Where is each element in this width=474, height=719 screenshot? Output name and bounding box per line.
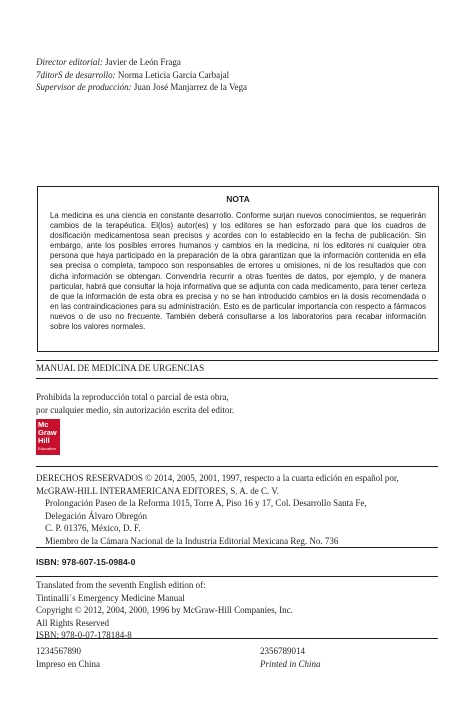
divider-rule (36, 638, 438, 639)
prohibition-notice (36, 391, 234, 416)
credit-editor-name: Norma Leticia García Carbajal (117, 69, 230, 80)
credit-supervisor-name: Juan José Manjarrez de la Vega (133, 82, 247, 92)
original-line: Tintinalli´s Emergency Medicine Manual (36, 592, 185, 603)
print-place: Printed in China (260, 658, 321, 669)
printing-left (36, 645, 100, 670)
credit-director (36, 56, 247, 69)
divider-rule (36, 360, 438, 361)
original-line: Translated from the seventh English edition of: (36, 580, 206, 590)
original-line: Copyright © 2012, 2004, 2000, 1996 by McGraw-Hill Companies, Inc. (36, 605, 293, 615)
rights-block (36, 472, 399, 547)
logo-text: Hill (38, 436, 50, 445)
credit-director-name: Javier de León Fraga (105, 57, 181, 67)
rights-line: McGRAW-HILL INTERAMERICANA EDITORES, S. A. de C. V. (36, 485, 279, 496)
credit-supervisor (36, 81, 247, 94)
original-line: All Rights Reserved (36, 617, 109, 628)
nota-box (37, 186, 439, 352)
divider-rule (36, 547, 438, 548)
prohibition-line: Prohibida la reproducción total o parcial de esta obra, (36, 392, 229, 402)
credit-editor (36, 69, 247, 82)
logo-text: Education (38, 446, 56, 451)
print-number: 1234567890 (36, 646, 81, 656)
nota-body: La medicina es una ciencia en constante desarrollo. Conforme surjan nuevos conocimientos, se requerirán cambios de la terapéutica. El(los) autor(es) y los editores se han esforzado para que los cuadros de dosificación medicamentosa sean precisos y acordes con lo establecido en la fecha de publicación. Sin embargo, ante los posibles errores humanos y cambios en la medicina, ni los editores ni cualquier otra persona que haya participado en la preparación de la obra garantizan que la información contenida en ella sea precisa o completa, tampoco son responsables de errores u omisiones, ni de los resultados que con dicha información se obtengan. Convendría recurrir a otras fuentes de datos, por ejemplo, y de manera particular, habrá que consultar la hoja informativa que se adjunta con cada medicamento, para tener certeza de que la información de esta obra es precisa y no se han introducido cambios en la dosis recomendada o en las contraindicaciones para su administración. Esto es de particular importancia con respecto a fármacos nuevos o de uso no frecuente. También deberá consultarse a los laboratorios para recabar información sobre los valores normales. (50, 211, 426, 332)
print-number: 2356789014 (260, 646, 305, 656)
print-place: Impreso en China (36, 658, 100, 669)
rights-line: Miembro de la Cámara Nacional de la Industria Editorial Mexicana Reg. No. 736 (45, 535, 339, 546)
original-edition-block (36, 579, 293, 642)
nota-title: NOTA (226, 194, 250, 204)
rights-line: C. P. 01376, México, D. F. (45, 523, 141, 533)
rights-line: Delegación Álvaro Obregón (45, 510, 147, 521)
logo-text: Mc (38, 420, 49, 429)
rights-line: Prolongación Paseo de la Reforma 1015, Torre A, Piso 16 y 17, Col. Desarrollo Santa Fe, (45, 498, 367, 508)
divider-rule (36, 466, 438, 467)
rights-line: DERECHOS RESERVADOS © 2014, 2005, 2001, 1997, respecto a la cuarta edición en español por, (36, 473, 399, 483)
credit-supervisor-role: Supervisor de producción: (36, 82, 132, 92)
credit-director-role: Director editorial: (36, 57, 103, 67)
original-line: ISBN: 978-0-07-178184-8 (36, 630, 132, 640)
credits-block (36, 56, 247, 94)
book-title: MANUAL DE MEDICINA DE URGENCIAS (36, 363, 205, 373)
divider-rule (36, 378, 438, 379)
prohibition-line: por cualquier medio, sin autorización escrita del editor. (36, 404, 235, 415)
mcgraw-hill-logo (36, 419, 60, 455)
logo-text: Graw (38, 428, 57, 437)
printing-right (260, 645, 321, 670)
divider-rule (36, 576, 438, 577)
isbn-spanish: ISBN: 978-607-15-0984-0 (36, 557, 136, 567)
credit-editor-role: 7ditorS de desarrollo: (36, 69, 116, 80)
